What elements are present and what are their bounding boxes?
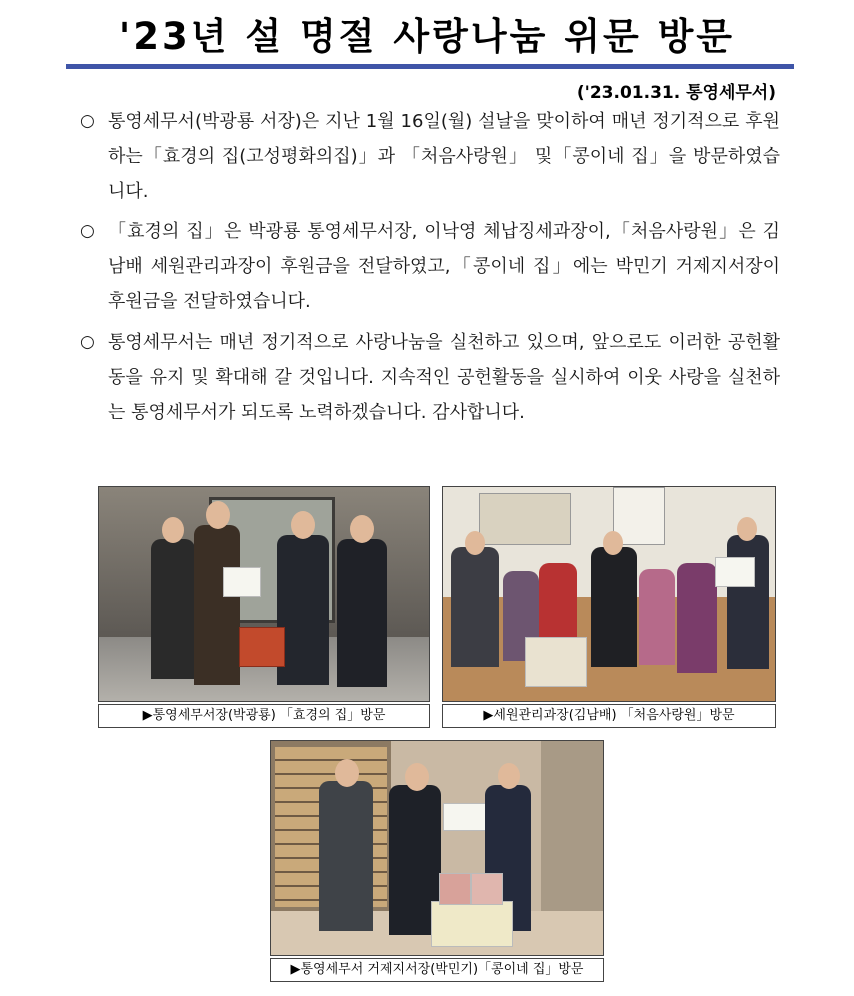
paragraph-3 xyxy=(80,325,780,430)
paragraph-text: 「효경의 집」은 박광룡 통영세무서장, 이낙영 체납징세과장이,「처음사랑원」은 김남배 세원관리과장이 후원금을 전달하였고,「콩이네 집」에는 박민기 거제지서장이 후원금을 전달하였습니다. xyxy=(108,221,780,312)
photo-hyogyeong-visit xyxy=(98,486,430,702)
photo-caption-3: ▶통영세무서 거제지서장(박민기)「콩이네 집」방문 xyxy=(270,958,604,982)
bullet-icon: ○ xyxy=(80,111,95,131)
title-underline xyxy=(66,64,794,69)
paragraph-2 xyxy=(80,214,780,319)
bullet-icon: ○ xyxy=(80,332,95,352)
bullet-icon: ○ xyxy=(80,221,95,241)
date-line: ('23.01.31. 통영세무서) xyxy=(576,83,776,103)
photo-caption-2: ▶세원관리과장(김남배) 「처음사랑원」방문 xyxy=(442,704,776,728)
paragraph-text: 통영세무서(박광룡 서장)은 지난 1월 16일(월) 설날을 맞이하여 매년 정기적으로 후원하는「효경의 집(고성평화의집)」과 「처음사랑원」 및「콩이네 집」을 방문하였습니다. xyxy=(108,111,780,202)
photo-kongine-visit xyxy=(270,740,604,956)
photo-cheoeumsarangwon-visit xyxy=(442,486,776,702)
paragraph-1 xyxy=(80,104,780,209)
photo-caption-1: ▶통영세무서장(박광룡) 「효경의 집」방문 xyxy=(98,704,430,728)
paragraph-text: 통영세무서는 매년 정기적으로 사랑나눔을 실천하고 있으며, 앞으로도 이러한 공헌활동을 유지 및 확대해 갈 것입니다. 지속적인 공헌활동을 실시하여 이웃 사랑을 실천하는 통영세무서가 되도록 노력하겠습니다. 감사합니다. xyxy=(108,332,780,423)
page-title: '23년 설 명절 사랑나눔 위문 방문 xyxy=(118,15,736,58)
